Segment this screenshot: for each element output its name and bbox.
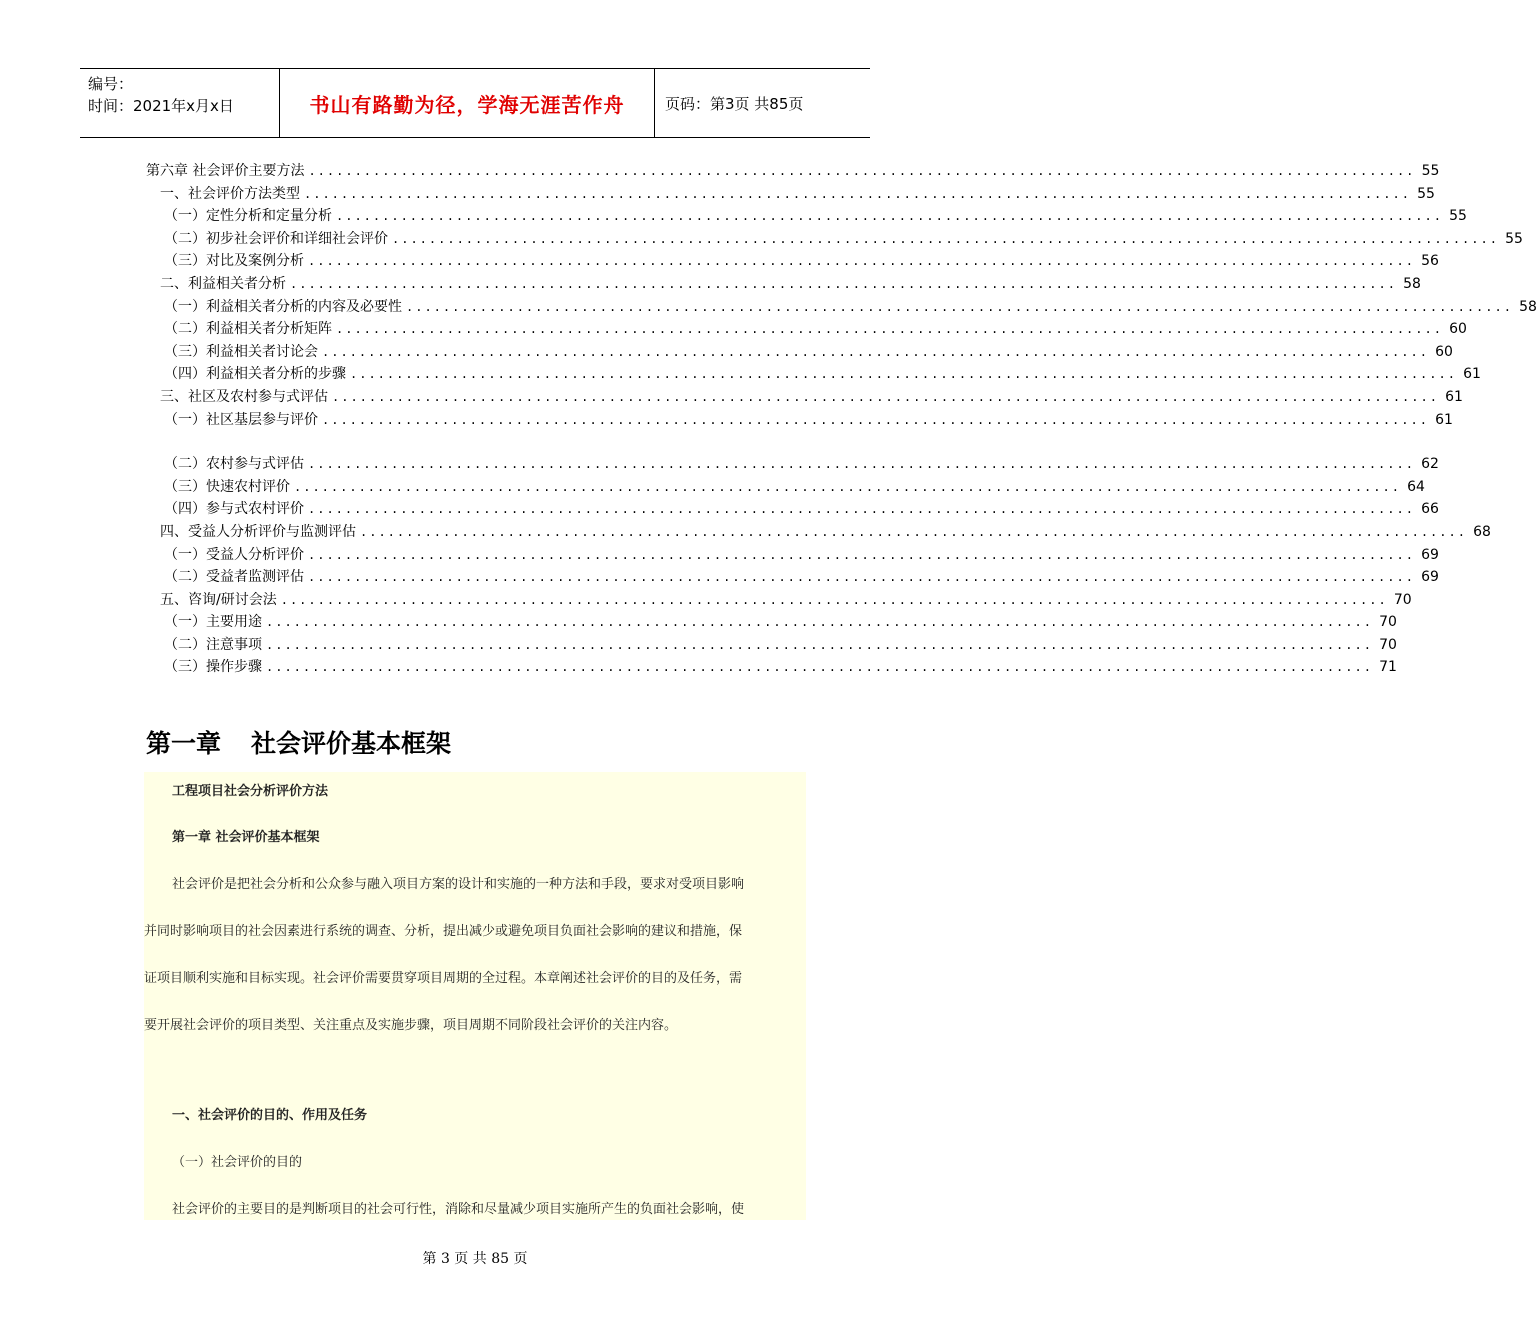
toc-entry-page: 60 <box>1435 343 1453 360</box>
body-text-box <box>144 772 806 1220</box>
toc-leader-dots: ........................................................................................................................ <box>392 231 1499 246</box>
toc-entry[interactable] <box>146 386 1463 409</box>
toc-entry-page: 70 <box>1393 591 1412 608</box>
toc-entry[interactable] <box>146 183 1435 206</box>
chapter-title <box>146 724 451 760</box>
toc-entry-title: 第六章 社会评价主要方法 <box>146 163 305 179</box>
toc-entry-title: （二）农村参与式评估 <box>164 456 304 473</box>
paragraph-line: 社会评价是把社会分析和公众参与融入项目方案的设计和实施的一种方法和手段，要求对受项目影响 <box>172 877 745 892</box>
toc-entry-page: 55 <box>1421 163 1440 179</box>
toc-entry[interactable] <box>146 205 1467 228</box>
toc-entry-title: （一）受益人分析评价 <box>164 546 304 563</box>
header-motto: 书山有路勤为径，学海无涯苦作舟 <box>309 92 625 117</box>
toc-leader-dots: ........................................................................................................................ <box>308 502 1415 517</box>
toc-entry-title: （一）利益相关者分析的内容及必要性 <box>164 298 402 315</box>
page-footer: 第 3 页 共 85 页 <box>422 1251 528 1267</box>
toc-leader-dots: ........................................................................................................................ <box>266 615 1373 630</box>
toc-entry-title: （二）受益者监测评估 <box>164 569 304 586</box>
toc-entry-title: 五、咨询/研讨会法 <box>160 591 277 608</box>
toc-entry-title: （三）操作步骤 <box>164 659 262 676</box>
toc-entry-page: 61 <box>1445 388 1463 405</box>
toc-entry-title: （三）利益相关者讨论会 <box>164 343 318 360</box>
toc-entry-page: 61 <box>1435 411 1453 428</box>
toc-entry[interactable] <box>146 341 1453 364</box>
doc-title: 工程项目社会分析评价方法 <box>172 784 329 799</box>
toc-entry-title: 四、受益人分析评价与监测评估 <box>160 523 356 540</box>
table-of-contents <box>146 160 1537 679</box>
toc-entry[interactable] <box>146 611 1397 634</box>
toc-entry[interactable] <box>146 363 1481 386</box>
toc-leader-dots: ........................................................................................................................ <box>322 344 1429 359</box>
toc-entry-page: 66 <box>1421 501 1439 518</box>
paragraph-line: 社会评价的主要目的是判断项目的社会可行性，消除和尽量减少项目实施所产生的负面社会影响，使 <box>172 1202 745 1217</box>
toc-entry-title: （一）定性分析和定量分析 <box>164 208 332 225</box>
toc-entry[interactable] <box>146 409 1453 432</box>
toc-leader-dots: ........................................................................................................................ <box>336 322 1443 337</box>
toc-entry[interactable] <box>146 273 1421 296</box>
toc-entry-title: （二）利益相关者分析矩阵 <box>164 321 332 338</box>
toc-entry[interactable] <box>146 453 1439 476</box>
toc-leader-dots: ........................................................................................................................ <box>308 547 1415 562</box>
toc-entry[interactable] <box>146 498 1439 521</box>
toc-leader-dots: ........................................................................................................................ <box>304 186 1411 201</box>
toc-entry-page: 55 <box>1449 208 1467 225</box>
toc-leader-dots: ........................................................................................................................ <box>350 367 1457 382</box>
page-header <box>80 68 870 138</box>
toc-leader-dots: ........................................................................................................................ <box>336 209 1443 224</box>
chapter-label: 第一章 <box>146 729 222 758</box>
toc-entry-page: 55 <box>1505 230 1523 247</box>
toc-entry-page: 55 <box>1417 185 1435 202</box>
toc-entry-page: 61 <box>1463 366 1481 383</box>
toc-entry[interactable] <box>146 160 1440 183</box>
toc-entry-title: 一、社会评价方法类型 <box>160 185 300 202</box>
toc-entry[interactable] <box>146 318 1467 341</box>
toc-entry[interactable] <box>146 521 1491 544</box>
toc-entry-page: 62 <box>1421 456 1439 473</box>
toc-entry[interactable] <box>146 656 1397 679</box>
toc-leader-dots: ........................................................................................................................ <box>332 389 1439 404</box>
toc-entry-title: （一）社区基层参与评价 <box>164 411 318 428</box>
toc-leader-dots: ........................................................................................................................ <box>266 637 1373 652</box>
toc-entry-page: 69 <box>1421 546 1439 563</box>
paragraph-line: 证项目顺利实施和目标实现。社会评价需要贯穿项目周期的全过程。本章阐述社会评价的目的及任务，需 <box>144 971 743 986</box>
toc-entry[interactable] <box>146 544 1439 567</box>
toc-entry-page: 60 <box>1449 321 1467 338</box>
toc-entry-page: 64 <box>1407 478 1425 495</box>
subsection-heading: （一）社会评价的目的 <box>172 1155 303 1170</box>
toc-leader-dots: ........................................................................................................................ <box>266 660 1373 675</box>
toc-entry[interactable] <box>146 589 1412 612</box>
toc-entry[interactable] <box>146 250 1439 273</box>
chapter-name: 社会评价基本框架 <box>251 729 452 758</box>
toc-entry-title: （三）对比及案例分析 <box>164 253 304 270</box>
toc-entry-title: 二、利益相关者分析 <box>160 275 286 292</box>
toc-leader-dots: ........................................................................................................................ <box>308 164 1416 178</box>
toc-entry[interactable] <box>146 296 1537 319</box>
toc-entry-page: 68 <box>1473 523 1491 540</box>
toc-entry[interactable] <box>146 228 1523 251</box>
toc-leader-dots: ........................................................................................................................ <box>280 592 1388 607</box>
toc-entry[interactable] <box>146 476 1425 499</box>
toc-leader-dots: ........................................................................................................................ <box>294 479 1401 494</box>
toc-entry-title: （一）主要用途 <box>164 614 262 631</box>
toc-entry-page: 69 <box>1421 569 1439 586</box>
toc-entry-title: （四）参与式农村评价 <box>164 501 304 518</box>
toc-leader-dots: ........................................................................................................................ <box>308 254 1415 269</box>
toc-entry-title: （二）注意事项 <box>164 636 262 653</box>
toc-leader-dots: ........................................................................................................................ <box>406 299 1513 314</box>
toc-entry-title: 三、社区及农村参与式评估 <box>160 388 328 405</box>
toc-entry-page: 58 <box>1519 298 1537 315</box>
header-page-info: 页码：第3页 共85页 <box>665 94 804 113</box>
toc-entry-page: 71 <box>1379 659 1397 676</box>
date-label: 时间：2021年x月x日 <box>88 97 234 115</box>
toc-entry[interactable] <box>146 634 1397 657</box>
toc-entry-title: （二）初步社会评价和详细社会评价 <box>164 230 388 247</box>
toc-entry-title: （四）利益相关者分析的步骤 <box>164 366 346 383</box>
toc-leader-dots: ........................................................................................................................ <box>308 457 1415 472</box>
header-meta <box>80 69 280 137</box>
section-heading: 一、社会评价的目的、作用及任务 <box>172 1108 368 1123</box>
header-motto-cell <box>280 69 655 137</box>
toc-entry-page: 58 <box>1403 275 1421 292</box>
toc-leader-dots: ........................................................................................................................ <box>360 524 1467 539</box>
toc-leader-dots: ........................................................................................................................ <box>322 412 1429 427</box>
toc-entry-page: 70 <box>1379 614 1397 631</box>
toc-entry-title: （三）快速农村评价 <box>164 478 290 495</box>
toc-leader-dots: ........................................................................................................................ <box>290 276 1397 291</box>
toc-entry-page: 70 <box>1379 636 1397 653</box>
paragraph-line: 并同时影响项目的社会因素进行系统的调查、分析，提出减少或避免项目负面社会影响的建议和措施，保 <box>144 924 743 939</box>
toc-entry[interactable] <box>146 566 1439 589</box>
paragraph-line: 要开展社会评价的项目类型、关注重点及实施步骤，项目周期不同阶段社会评价的关注内容。 <box>144 1018 678 1033</box>
serial-label: 编号： <box>88 75 134 93</box>
toc-entry-page: 56 <box>1421 253 1439 270</box>
chapter-heading: 第一章 社会评价基本框架 <box>172 830 320 845</box>
toc-leader-dots: ........................................................................................................................ <box>308 570 1415 585</box>
